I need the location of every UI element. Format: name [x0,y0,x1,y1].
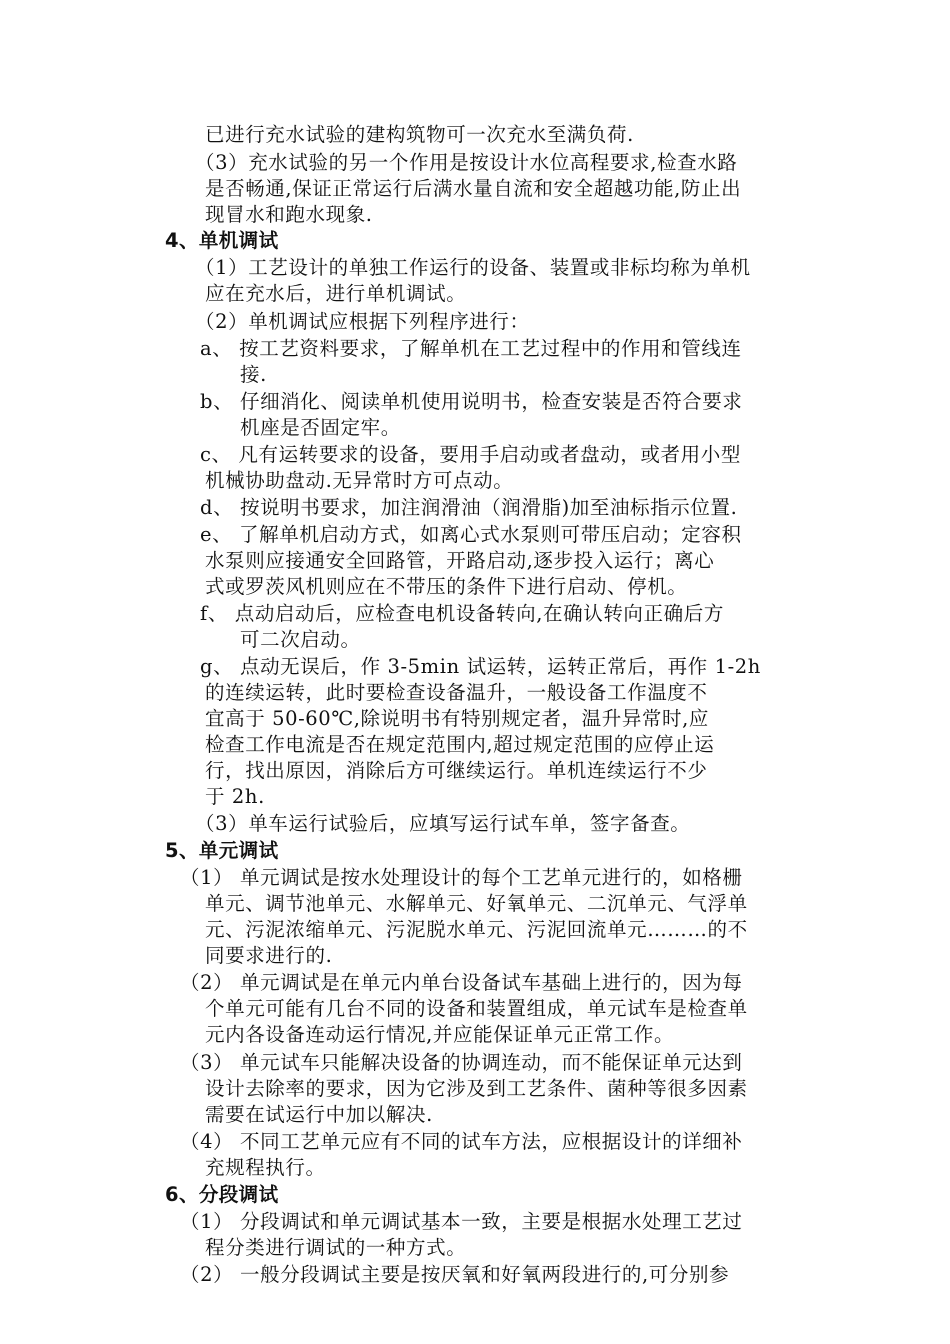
list-item: b、 仔细消化、阅读单机使用说明书，检查安装是否符合要求 [200,390,743,413]
text-line: 同要求进行的. [205,944,333,967]
text-line: （1）工艺设计的单独工作运行的设备、装置或非标均称为单机 [195,256,751,279]
text-line: （2） 一般分段调试主要是按厌氧和好氧两段进行的,可分别参 [180,1263,730,1286]
text-line: 个单元可能有几台不同的设备和装置组成，单元试车是检查单 [205,997,748,1020]
text-line: 现冒水和跑水现象. [205,203,373,226]
text-line: 已进行充水试验的建构筑物可一次充水至满负荷. [205,123,634,146]
text-line: 单元、调节池单元、水解单元、好氧单元、二沉单元、气浮单 [205,892,748,915]
text-line: （3） 单元试车只能解决设备的协调连动，而不能保证单元达到 [180,1051,743,1074]
list-item: a、 按工艺资料要求，了解单机在工艺过程中的作用和管线连 [200,337,742,360]
list-item: c、 凡有运转要求的设备，要用手启动或者盘动，或者用小型 [200,443,741,466]
text-line: （2） 单元调试是在单元内单台设备试车基础上进行的，因为每 [180,971,743,994]
text-line: 需要在试运行中加以解决. [205,1103,433,1126]
text-line: 行，找出原因，消除后方可继续运行。单机连续运行不少 [205,759,708,782]
text-line: 应在充水后，进行单机调试。 [205,282,467,305]
list-item: e、 了解单机启动方式，如离心式水泵则可带压启动；定容积 [200,523,742,546]
text-line: 检查工作电流是否在规定范围内,超过规定范围的应停止运 [205,733,715,756]
text-line: 式或罗茨风机则应在不带压的条件下进行启动、停机。 [205,575,688,598]
list-item: f、 点动启动后，应检查电机设备转向,在确认转向正确后方 [200,602,724,625]
text-line: （4） 不同工艺单元应有不同的试车方法，应根据设计的详细补 [180,1130,743,1153]
list-item: d、 按说明书要求，加注润滑油（润滑脂)加至油标指示位置. [200,496,738,519]
text-line: 是否畅通,保证正常运行后满水量自流和安全超越功能,防止出 [205,177,742,200]
text-line: 充规程执行。 [205,1156,326,1179]
text-line: 程分类进行调试的一种方式。 [205,1236,467,1259]
text-line: 机座是否固定牢。 [240,416,401,439]
section-heading: 4、单机调试 [165,229,279,252]
text-line: 的连续运转，此时要检查设备温升，一般设备工作温度不 [205,681,708,704]
text-line: （2）单机调试应根据下列程序进行： [195,310,530,333]
text-line: 宜高于 50-60℃,除说明书有特别规定者，温升异常时,应 [205,707,710,730]
section-heading: 6、分段调试 [165,1183,279,1206]
text-line: 可二次启动。 [240,628,361,651]
text-line: （1） 单元调试是按水处理设计的每个工艺单元进行的，如格栅 [180,866,743,889]
text-line: （3）单车运行试验后，应填写运行试车单，签字备查。 [195,812,691,835]
text-line: 机械协助盘动.无异常时方可点动。 [205,469,514,492]
text-line: 元内各设备连动运行情况,并应能保证单元正常工作。 [205,1023,675,1046]
section-heading: 5、单元调试 [165,839,279,862]
list-item: g、 点动无误后，作 3-5min 试运转，运转正常后，再作 1-2h [200,655,761,678]
text-line: 元、污泥浓缩单元、污泥脱水单元、污泥回流单元………的不 [205,918,748,941]
text-line: （1） 分段调试和单元调试基本一致，主要是根据水处理工艺过 [180,1210,743,1233]
text-line: （3）充水试验的另一个作用是按设计水位高程要求,检查水路 [195,151,738,174]
text-line: 接. [240,363,267,386]
text-line: 设计去除率的要求，因为它涉及到工艺条件、菌种等很多因素 [205,1077,748,1100]
text-line: 水泵则应接通安全回路管，开路启动,逐步投入运行；离心 [205,549,715,572]
text-line: 于 2h. [205,785,265,808]
